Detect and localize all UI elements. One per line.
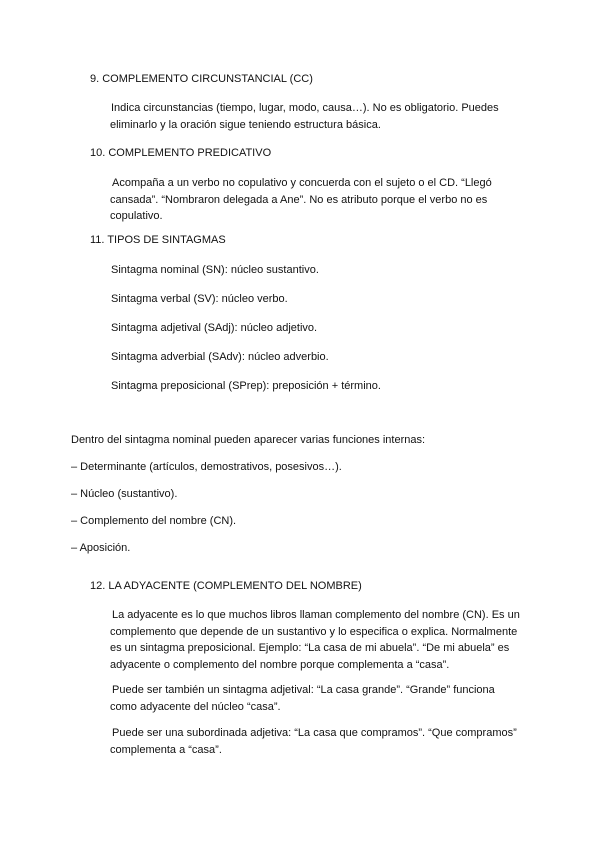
section-10-heading: 10. COMPLEMENTO PREDICATIVO bbox=[90, 147, 272, 159]
list-item: – Núcleo (sustantivo). bbox=[71, 488, 178, 500]
text-line: eliminarlo y la oración sigue teniendo estructura básica. bbox=[110, 118, 381, 131]
section-10-paragraph bbox=[110, 175, 492, 225]
text-line: adyacente o complemento del nombre porque complementa a “casa”. bbox=[110, 658, 450, 671]
section-9-paragraph bbox=[110, 100, 499, 133]
list-item: Sintagma preposicional (SPrep): preposición + término. bbox=[111, 380, 381, 392]
list-item: Sintagma adjetival (SAdj): núcleo adjetivo. bbox=[111, 322, 318, 334]
text-line: complemento que depende de un sustantivo y lo especifica o explica. Normalmente bbox=[110, 625, 518, 638]
text-line: como adyacente del núcleo “casa”. bbox=[110, 700, 281, 713]
section-12-paragraph-3 bbox=[110, 725, 517, 758]
section-12-paragraph-1 bbox=[110, 607, 520, 673]
list-item: – Determinante (artículos, demostrativos, posesivos…). bbox=[71, 461, 342, 473]
text-line: Acompaña a un verbo no copulativo y concuerda con el sujeto o el CD. “Llegó bbox=[112, 177, 492, 189]
list-item: Sintagma nominal (SN): núcleo sustantivo. bbox=[111, 264, 319, 276]
nominal-intro: Dentro del sintagma nominal pueden aparecer varias funciones internas: bbox=[71, 434, 426, 446]
text-line: Puede ser también un sintagma adjetival: “La casa grande”. “Grande” funciona bbox=[112, 684, 495, 696]
text-line: cansada”. “Nombraron delegada a Ane”. No es atributo porque el verbo no es bbox=[110, 193, 488, 206]
list-item: – Aposición. bbox=[71, 542, 131, 554]
text-line: La adyacente es lo que muchos libros llaman complemento del nombre (CN). Es un bbox=[112, 609, 520, 621]
list-item: – Complemento del nombre (CN). bbox=[71, 515, 237, 527]
section-12-paragraph-2 bbox=[110, 682, 495, 715]
text-line: copulativo. bbox=[110, 210, 163, 222]
text-line: Puede ser una subordinada adjetiva: “La casa que compramos”. “Que compramos” bbox=[112, 727, 517, 739]
section-9-heading: 9. COMPLEMENTO CIRCUNSTANCIAL (CC) bbox=[90, 73, 313, 85]
text-line: es un sintagma preposicional. Ejemplo: “La casa de mi abuela”. “De mi abuela” es bbox=[110, 642, 510, 654]
list-item: Sintagma verbal (SV): núcleo verbo. bbox=[111, 293, 288, 305]
text-line: Indica circunstancias (tiempo, lugar, modo, causa…). No es obligatorio. Puedes bbox=[111, 102, 499, 114]
section-12-heading: 12. LA ADYACENTE (COMPLEMENTO DEL NOMBRE) bbox=[90, 580, 362, 592]
text-line: complementa a “casa”. bbox=[110, 743, 222, 756]
section-11-heading: 11. TIPOS DE SINTAGMAS bbox=[90, 234, 226, 246]
list-item: Sintagma adverbial (SAdv): núcleo adverbio. bbox=[111, 351, 329, 363]
